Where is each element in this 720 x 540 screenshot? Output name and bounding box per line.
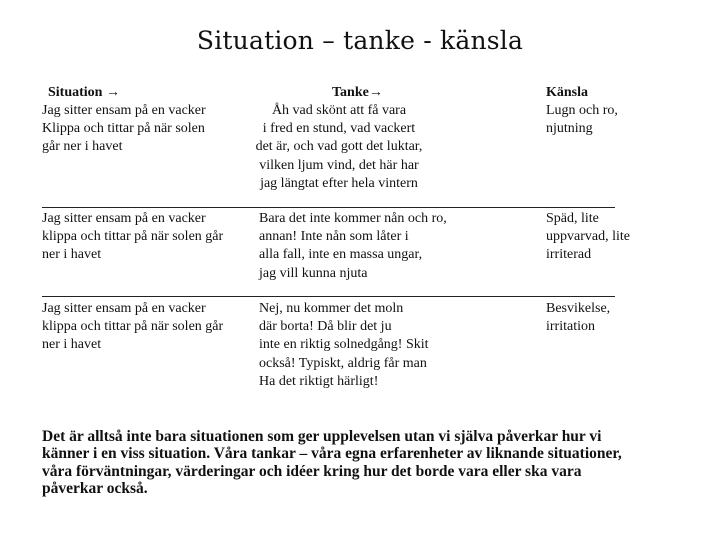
row1-tanke-line: jag längtat efter hela vintern (260, 175, 418, 191)
row2-situation-line: ner i havet (42, 247, 102, 263)
summary-line: våra förväntningar, värderingar och idéer kring hur det borde vara eller ska vara (42, 462, 582, 480)
page-title: Situation – tanke - känsla (196, 26, 524, 55)
row3-situation (42, 300, 223, 355)
row3-kansla-line: Besvikelse, (546, 301, 611, 316)
row3-situation-line: Jag sitter ensam på en vacker (42, 301, 206, 316)
row3-situation-line: ner i havet (42, 337, 102, 353)
header-tanke: Tanke→ (332, 85, 383, 100)
row3-tanke-line: också! Typiskt, aldrig får man (259, 355, 427, 371)
row3-kansla-line: irritation (546, 319, 595, 335)
row1-situation-line: Jag sitter ensam på en vacker (42, 103, 206, 118)
row1-situation-line: Klippa och tittar på när solen (42, 121, 205, 137)
row2-situation-line: Jag sitter ensam på en vacker (42, 211, 206, 226)
row1-situation (42, 102, 206, 157)
row3-situation-line: klippa och tittar på när solen går (42, 319, 224, 335)
row2-tanke-line: jag vill kunna njuta (259, 265, 368, 281)
row1-tanke-line: Åh vad skönt att få vara (271, 103, 407, 118)
row2-kansla-line: Späd, lite (546, 211, 599, 226)
row2-kansla-line: uppvarvad, lite (546, 229, 630, 245)
row2-tanke-line: annan! Inte nån som låter i (259, 229, 409, 245)
row2-tanke (259, 210, 447, 283)
summary-line: Det är alltså inte bara situationen som ger upplevelsen utan vi själva påverkar hur vi (42, 428, 602, 445)
row3-tanke-line: Ha det riktigt härligt! (259, 373, 379, 389)
row-divider (42, 207, 615, 208)
row1-kansla-line: Lugn och ro, (546, 103, 618, 118)
row1-tanke (234, 102, 444, 193)
row2-situation (42, 210, 223, 265)
row2-kansla-line: irriterad (546, 247, 592, 263)
row2-tanke-line: Bara det inte kommer nån och ro, (259, 211, 447, 226)
row1-tanke-line: det är, och vad gott det luktar, (255, 139, 423, 155)
row1-kansla-line: njutning (546, 121, 593, 137)
header-situation: Situation → (48, 85, 120, 100)
row3-tanke-line: inte en riktig solnedgång! Skit (259, 337, 429, 353)
row3-tanke-line: Nej, nu kommer det moln (259, 301, 404, 316)
row2-situation-line: klippa och tittar på när solen går (42, 229, 224, 245)
row2-tanke-line: alla fall, inte en massa ungar, (259, 247, 423, 263)
row1-tanke-line: vilken ljum vind, det här har (259, 157, 419, 173)
row3-kansla (546, 300, 610, 336)
row1-tanke-line: i fred en stund, vad vackert (262, 121, 416, 137)
summary-line: påverkar också. (42, 480, 148, 498)
summary-paragraph (42, 428, 682, 498)
row2-kansla (546, 210, 630, 265)
row3-tanke-line: där borta! Då blir det ju (259, 319, 392, 335)
header-kansla: Känsla (546, 85, 589, 100)
row1-kansla (546, 102, 618, 138)
row1-situation-line: går ner i havet (42, 139, 123, 155)
row-divider (42, 296, 615, 297)
row3-tanke (259, 300, 429, 391)
summary-line: känner i en viss situation. Våra tankar – våra egna erfarenheter av liknande situationer, (42, 445, 622, 463)
